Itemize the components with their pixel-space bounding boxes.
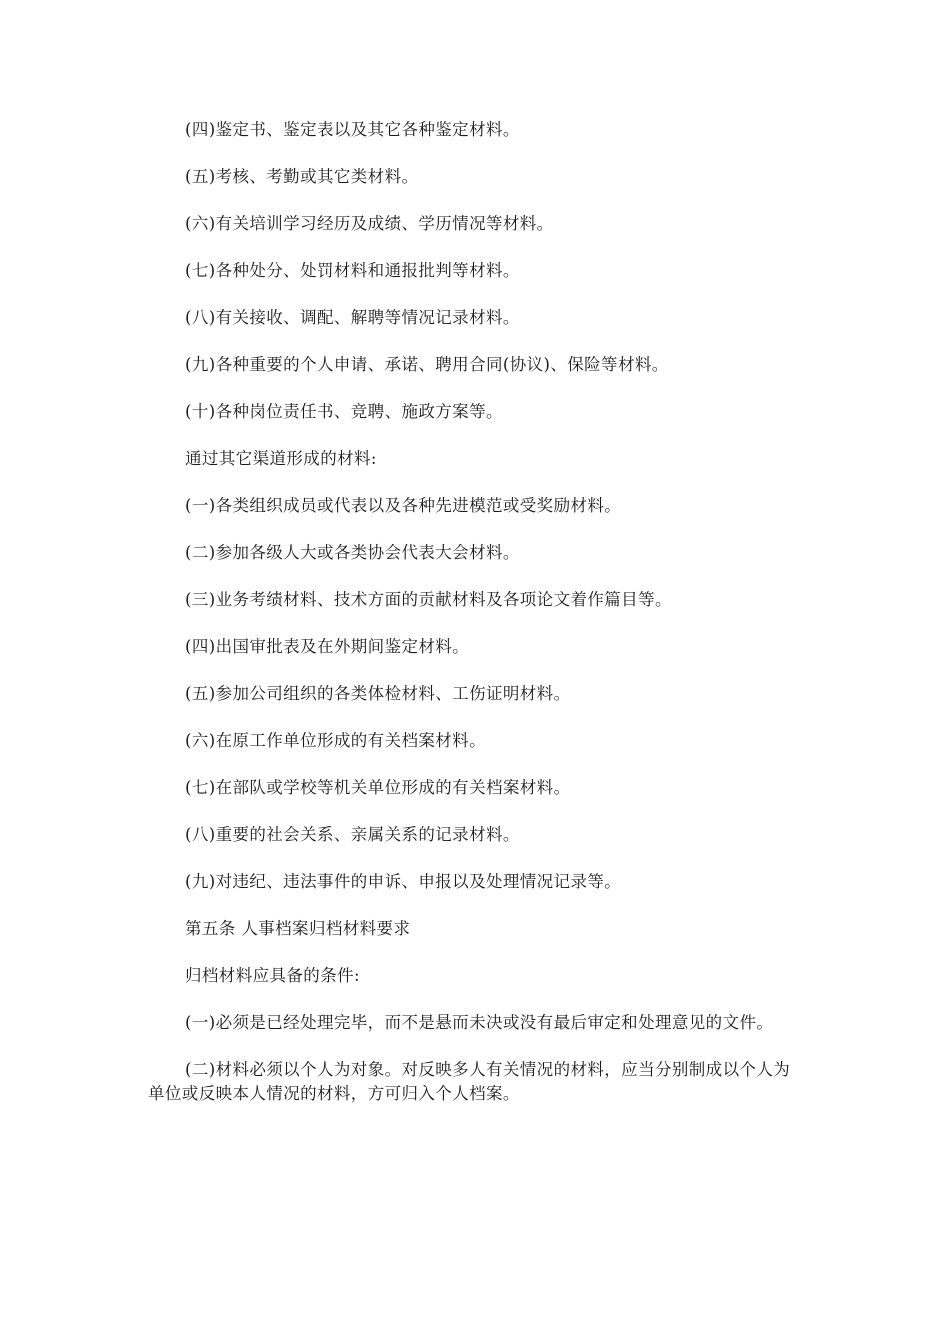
paragraph: (七)在部队或学校等机关单位形成的有关档案材料。 xyxy=(185,778,571,797)
paragraph: (二)参加各级人大或各类协会代表大会材料。 xyxy=(185,543,520,562)
paragraph: (八)有关接收、调配、解聘等情况记录材料。 xyxy=(185,308,520,327)
paragraph: (六)有关培训学习经历及成绩、学历情况等材料。 xyxy=(185,214,554,233)
paragraph: (五)参加公司组织的各类体检材料、工伤证明材料。 xyxy=(185,684,571,703)
paragraph: (二)材料必须以个人为对象。对反映多人有关情况的材料，应当分别制成以个人为单位或反映本人情况的材料，方可归入个人档案。 xyxy=(148,1060,791,1103)
paragraph: (三)业务考绩材料、技术方面的贡献材料及各项论文着作篇目等。 xyxy=(185,590,672,609)
paragraph: (七)各种处分、处罚材料和通报批判等材料。 xyxy=(185,261,520,280)
article-heading: 第五条 人事档案归档材料要求 xyxy=(185,919,411,938)
paragraph: (一)各类组织成员或代表以及各种先进模范或受奖励材料。 xyxy=(185,496,622,515)
paragraph: (八)重要的社会关系、亲属关系的记录材料。 xyxy=(185,825,520,844)
paragraph: (十)各种岗位责任书、竞聘、施政方案等。 xyxy=(185,402,503,421)
document-body xyxy=(148,118,800,1106)
section-heading: 归档材料应具备的条件: xyxy=(185,966,360,985)
paragraph: (五)考核、考勤或其它类材料。 xyxy=(185,167,419,186)
paragraph: (四)出国审批表及在外期间鉴定材料。 xyxy=(185,637,470,656)
paragraph: (九)各种重要的个人申请、承诺、聘用合同(协议)、保险等材料。 xyxy=(185,355,669,374)
paragraph: (四)鉴定书、鉴定表以及其它各种鉴定材料。 xyxy=(185,120,520,139)
paragraph: (一)必须是已经处理完毕，而不是悬而未决或没有最后审定和处理意见的文件。 xyxy=(185,1013,774,1032)
section-heading: 通过其它渠道形成的材料: xyxy=(185,449,377,468)
paragraph: (九)对违纪、违法事件的申诉、申报以及处理情况记录等。 xyxy=(185,872,622,891)
paragraph: (六)在原工作单位形成的有关档案材料。 xyxy=(185,731,486,750)
